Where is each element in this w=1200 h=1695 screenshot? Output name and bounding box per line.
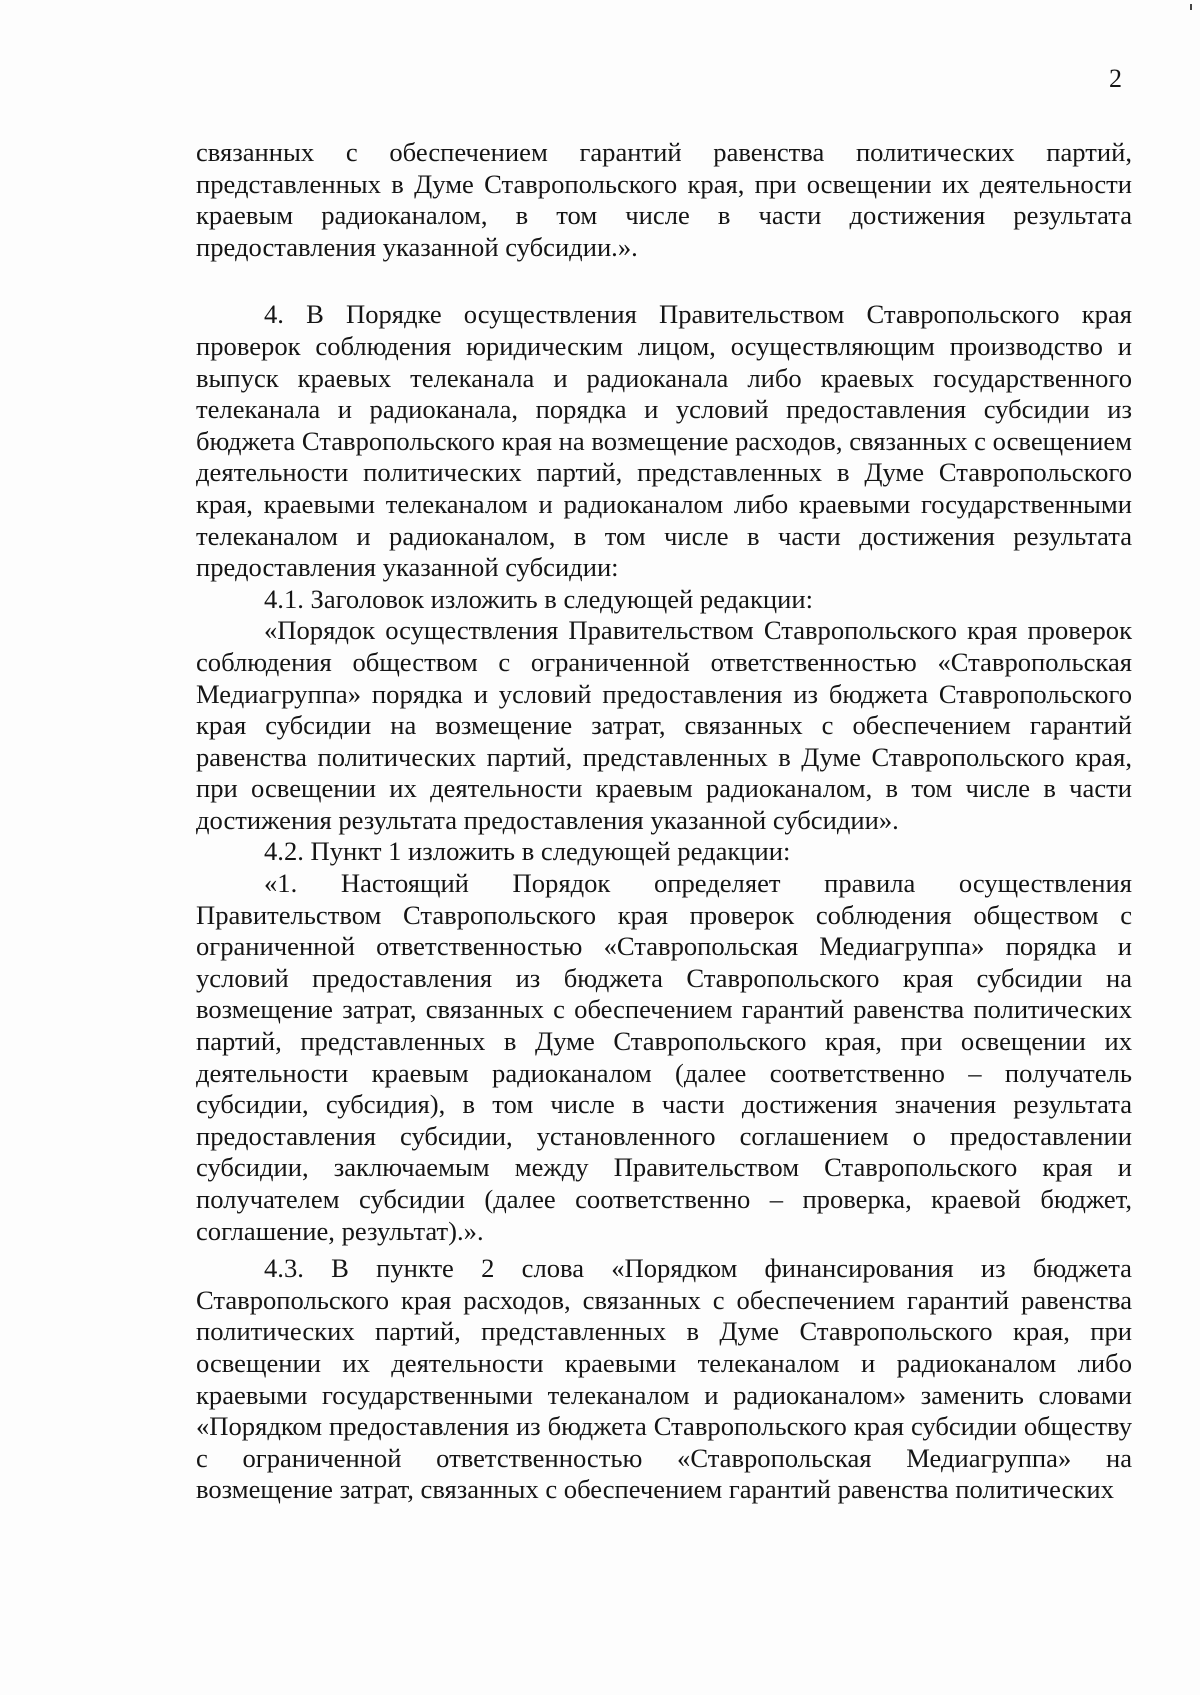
- scan-speck: [1190, 4, 1192, 10]
- paragraph-item-4-2: 4.2. Пункт 1 изложить в следующей редакции:: [264, 836, 791, 867]
- paragraph-item-4-1: 4.1. Заголовок изложить в следующей редакции:: [264, 583, 813, 614]
- paragraph-item-4-3: 4.3. В пункте 2 слова «Порядком финансирования из бюджета Ставропольского края расходов, связанных с обеспечением гарантий равенства политических партий, представленных в Думе Ставропольского края, при освещении их деятельности краевыми телеканалом и радиоканалом либо краевыми государственными телеканалом и радиоканалом» заменить словами «Порядком предоставления из бюджета Ставропольского края субсидии обществу с ограниченной ответственностью «Ставропольская Медиагруппа» на возмещение затрат, связанных с обеспечением гарантий равенства политических: [196, 1253, 1132, 1505]
- paragraph-item-4: 4. В Порядке осуществления Правительством Ставропольского края проверок соблюдения юридическим лицом, осуществляющим производство и выпуск краевых телеканала и радиоканала либо краевых государственного телеканала и радиоканала, порядка и условий предоставления субсидии из бюджета Ставропольского края на возмещение расходов, связанных с освещением деятельности политических партий, представленных в Думе Ставропольского края, краевыми телеканалом и радиоканалом либо краевыми государственными телеканалом и радиоканалом, в том числе в части достижения результата предоставления указанной субсидии:: [196, 299, 1132, 583]
- paragraph-item-4-2-quote: «1. Настоящий Порядок определяет правила осуществления Правительством Ставропольского края проверок соблюдения обществом с ограниченной ответственностью «Ставропольская Медиагруппа» порядка и условий предоставления из бюджета Ставропольского края субсидии на возмещение затрат, связанных с обеспечением гарантий равенства политических партий, представленных в Думе Ставропольского края, при освещении их деятельности краевым радиоканалом (далее соответственно – получатель субсидии, субсидия), в том числе в части достижения значения результата предоставления субсидии, установленного соглашением о предоставлении субсидии, заключаемым между Правительством Ставропольского края и получателем субсидии (далее соответственно – проверка, краевой бюджет, соглашение, результат).».: [196, 868, 1132, 1246]
- paragraph-continuation: связанных с обеспечением гарантий равенства политических партий, представленных в Думе Ставропольского края, при освещении их деятельности краевым радиоканалом, в том числе в части достижения результата предоставления указанной субсидии.».: [196, 137, 1132, 262]
- document-body: [196, 137, 1132, 1506]
- page-number: 2: [1109, 64, 1122, 93]
- paragraph-item-4-1-quote: «Порядок осуществления Правительством Ставропольского края проверок соблюдения обществом с ограниченной ответственностью «Ставропольская Медиагруппа» порядка и условий предоставления из бюджета Ставропольского края субсидии на возмещение затрат, связанных с обеспечением гарантий равенства политических партий, представленных в Думе Ставропольского края, при освещении их деятельности краевым радиоканалом, в том числе в части достижения результата предоставления указанной субсидии».: [196, 615, 1132, 835]
